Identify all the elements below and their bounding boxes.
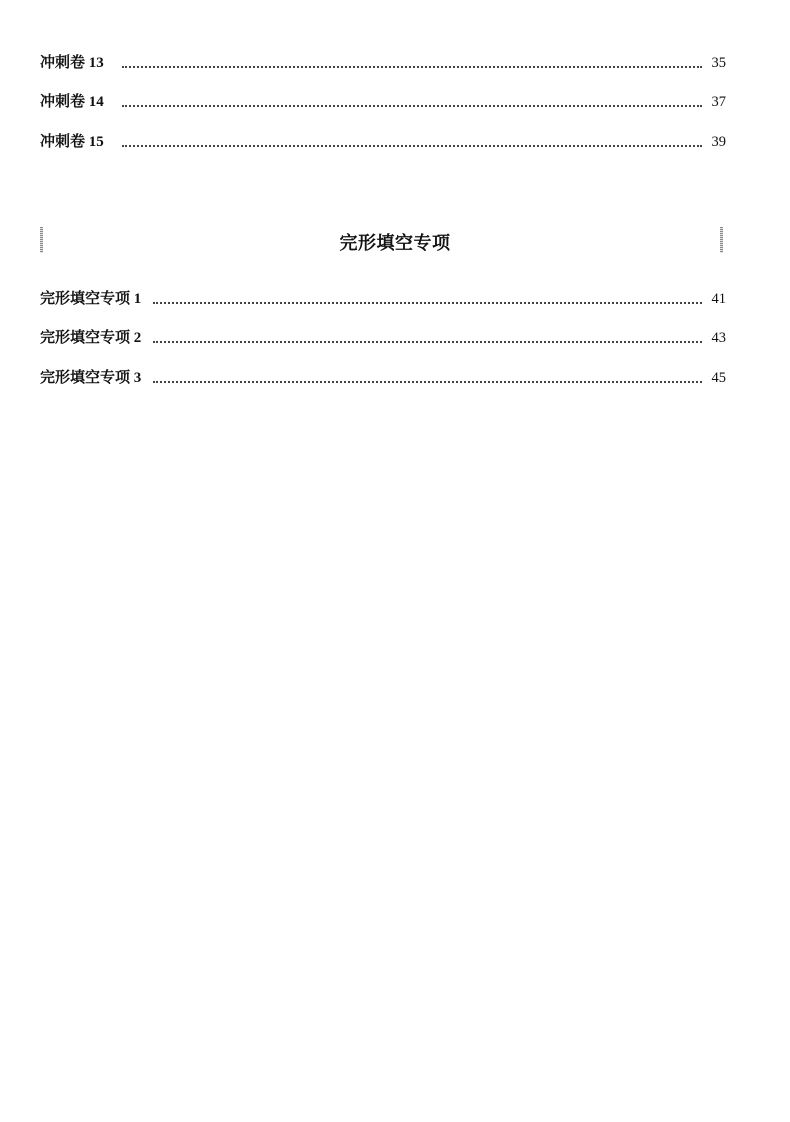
toc-entry-label: 冲刺卷 13	[40, 54, 104, 71]
toc-leader-dots	[153, 302, 701, 304]
toc-leader-dots	[153, 381, 701, 383]
toc-entry[interactable]	[40, 32, 726, 72]
toc-leader-dots	[122, 105, 702, 107]
toc-entry[interactable]	[40, 72, 726, 112]
toc-entry-label: 完形填空专项 1	[40, 290, 142, 307]
toc-entry-page: 39	[711, 133, 726, 150]
toc-entry-label: 冲刺卷 15	[40, 133, 104, 150]
toc-entry-page: 45	[711, 369, 726, 386]
section-side-mark-right	[720, 227, 723, 253]
toc-entry[interactable]	[40, 347, 726, 387]
toc-leader-dots	[122, 66, 702, 68]
toc-entry-page: 37	[711, 94, 726, 110]
toc-entry[interactable]	[40, 268, 726, 308]
section-heading: 完形填空专项	[339, 233, 451, 254]
toc-entry-page: 43	[711, 330, 726, 346]
toc-list-section	[40, 268, 726, 387]
toc-entry-label: 完形填空专项 2	[40, 330, 142, 346]
toc-leader-dots	[122, 145, 702, 147]
toc-entry[interactable]	[40, 308, 726, 348]
toc-entry-label: 冲刺卷 14	[40, 94, 104, 110]
toc-entry-page: 35	[711, 54, 726, 71]
toc-entry-page: 41	[711, 290, 726, 307]
toc-list-top	[40, 32, 726, 151]
toc-entry[interactable]	[40, 111, 726, 151]
toc-leader-dots	[153, 341, 701, 343]
toc-entry-label: 完形填空专项 3	[40, 369, 142, 386]
